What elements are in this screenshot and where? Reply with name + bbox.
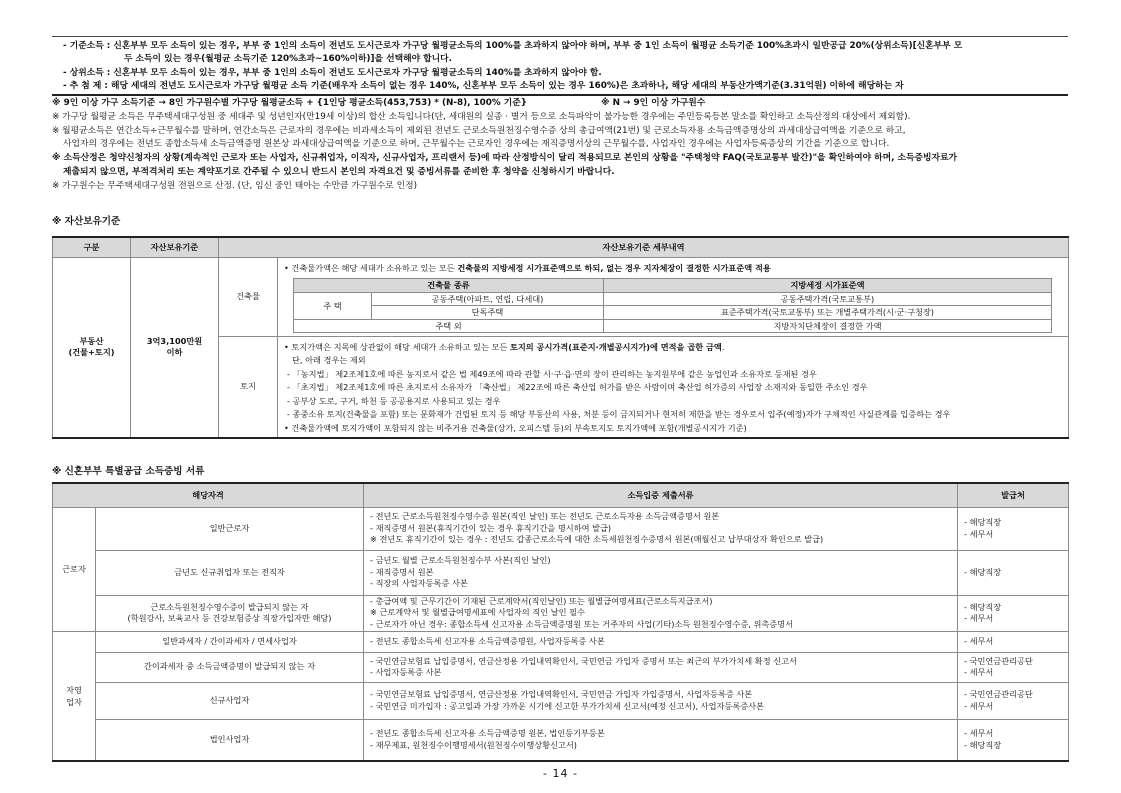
table-row bbox=[53, 719, 1069, 761]
house-value: 표준주택가격(국토교통부) 또는 개별주택가격(시·군·구청장) bbox=[604, 306, 1052, 320]
table-row bbox=[294, 292, 1052, 306]
document-item: - 금년도 월별 근로소득원천징수부 사본(직인 날인) bbox=[370, 555, 551, 566]
header-category: 구분 bbox=[53, 237, 131, 257]
standard-price-header: 지방세정 시가표준액 bbox=[604, 279, 1052, 293]
issuers bbox=[958, 682, 1069, 719]
issuer-item: - 세무서 bbox=[964, 613, 994, 623]
document-item: - 근로자가 아닌 경우: 종합소득세 신고자용 소득금액증명원 또는 거주자의 사업(기타)소득 원천징수영수증, 위촉증명서 bbox=[370, 618, 793, 629]
land-exception-item: - 공부상 도로, 구거, 하천 등 공공용지로 사용되고 있는 경우 bbox=[287, 395, 501, 406]
real-estate-label: 부동산 bbox=[79, 336, 104, 347]
issuers bbox=[958, 631, 1069, 652]
land-bullet-bold: 토지의 공시가격(표준지·개별공시지가)에 면적을 곱한 금액 bbox=[509, 341, 722, 352]
land-exception-intro: 단, 아래 경우는 제외 bbox=[292, 355, 366, 365]
table-row bbox=[294, 306, 1052, 320]
table-row bbox=[294, 319, 1052, 333]
qualification bbox=[96, 719, 364, 761]
documents bbox=[364, 652, 958, 682]
header-qualification: 해당자격 bbox=[53, 483, 364, 507]
document-item: - 국민연금보험료 납입증명서, 연금산정용 가입내역확인서, 국민연금 가입자 증명서 또는 최근의 부가가치세 확정 신고서 bbox=[370, 655, 797, 666]
standard-income-line-cont: 두 소득이 있는 경우(월평균 소득기준 120%초과~160%이하)]을 선택해야 합니다. bbox=[124, 54, 453, 65]
qualification bbox=[96, 631, 364, 652]
household-count-note: ※ 가구원수는 무주택세대구성원 전원으로 산정. (단, 임신 중인 태아는 수만큼 가구원수로 인정) bbox=[52, 180, 418, 191]
issuers bbox=[958, 652, 1069, 682]
asset-standard-heading: ※ 자산보유기준 bbox=[52, 216, 121, 227]
issuer-item: - 해당직장 bbox=[964, 739, 1002, 750]
house-value: 공동주택가격(국토교통부) bbox=[604, 292, 1052, 306]
table-row bbox=[53, 682, 1069, 719]
qualification-text: 법인사업자 bbox=[209, 734, 250, 745]
documents bbox=[364, 631, 958, 652]
table-row bbox=[53, 507, 1069, 550]
building-value-header bbox=[294, 279, 1052, 293]
non-house-label: 주택 외 bbox=[294, 319, 604, 333]
qualification-text: 일반근로자 bbox=[209, 522, 250, 533]
land-exception-item: - 종중소유 토지(건축물을 포함) 또는 문화재가 건립된 토지 등 해당 부동산의 사용, 처분 등이 금지되거나 현저히 제한을 받는 경우로서 입주(예정)자가 구체적인 사실관계를 입증하는 경우 bbox=[287, 409, 951, 419]
land-exception-item: - 「농지법」 제2조제1호에 따른 농지로서 같은 법 제49조에 따라 관할 시·구·읍·면의 장이 관리하는 농지원부에 같은 농업인과 소유자로 등재된 경우 bbox=[287, 368, 817, 379]
house-label: 주 택 bbox=[294, 292, 372, 319]
qualification-text: 일반과세자 / 간이과세자 / 면세사업자 bbox=[162, 635, 297, 646]
income-calc-note-cont: 제출되지 않으면, 부적격처리 또는 계약포기로 간주될 수 있으니 반드시 본인의 자격요건 및 증빙서류를 준비한 후 청약을 신청하시기 바랍니다. bbox=[63, 166, 615, 177]
issuer-item: - 국민연금관리공단 bbox=[964, 689, 1033, 700]
income-calc-note: ※ 소득산정은 청약신청자의 상황(계속적인 근로자 또는 사업자, 신규취업자, 이직자, 신규사업자, 프리랜서 등)에 따라 산정방식이 달리 적용되므로 본인의 상황을 "주택청약 FAQ(국토교통부 발간)"을 확인하여야 하며, 소득증빙자료가 bbox=[52, 153, 958, 164]
lottery-line: - 추 첨 제 : 해당 세대의 전년도 도시근로자 가구당 월평균 소득 기준(배우자 소득이 없는 경우 140%, 신혼부부 모두 소득이 있는 경우 160%)은 초과하나, 해당 세대의 부동산가액기준(3.31억원) 이하에 해당하는 자 bbox=[63, 81, 904, 92]
land-note: • 건축물가액에 토지가액이 포함되지 않는 비주거용 건축물(상가, 오피스텔 등)의 부속토지도 토지가액에 포함(개별공시지가 기준) bbox=[284, 422, 747, 433]
issuers bbox=[958, 719, 1069, 761]
header-asset-standard: 자산보유기준 bbox=[131, 237, 219, 257]
income-proof-header bbox=[53, 483, 1069, 507]
documents bbox=[364, 595, 958, 631]
large-household-note bbox=[52, 97, 1068, 111]
documents bbox=[364, 682, 958, 719]
income-criteria-box bbox=[52, 36, 1068, 96]
issuer-item: - 세무서 bbox=[964, 635, 994, 646]
upper-income-line: - 상위소득 : 신혼부부 모두 소득이 있는 경우, 부부 중 1인의 소득이 전년도 도시근로자 가구당 월평균소득의 140%를 초과하지 않아야 함. bbox=[63, 67, 602, 78]
large-household-formula: ※ 9인 이상 가구 소득기준 → 8인 가구원수별 가구당 월평균소득 + {1인당 평균소득(453,753) * (N-8), 100% 기준} bbox=[52, 98, 528, 108]
qualification-text: 간이과세자 중 소득금액증명이 발급되지 않는 자 bbox=[143, 661, 316, 672]
qualification bbox=[96, 550, 364, 595]
table-row bbox=[53, 631, 1069, 652]
document-item: - 전년도 종합소득세 신고자용 소득금액증명원, 사업자등록증 사본 bbox=[370, 635, 605, 646]
building-label: 건축물 bbox=[219, 257, 278, 336]
header-documents: 소득입증 제출서류 bbox=[364, 483, 958, 507]
qualification-text: 근로소득원천징수영수증이 발급되지 않는 자 bbox=[150, 601, 309, 612]
qualification-text: 금년도 신규취업자 또는 전직자 bbox=[174, 566, 285, 577]
issuer-item: - 해당직장 bbox=[964, 566, 1002, 577]
qualification bbox=[96, 507, 364, 550]
issuer-item: - 세무서 bbox=[964, 667, 994, 677]
document-item: - 재직증명서 원본(휴직기간이 있는 경우 휴직기간을 명시하여 발급) bbox=[370, 522, 612, 533]
document-item: - 국민연금 미가입자 : 공고일과 가장 가까운 시기에 신고한 부가가치세 신고서(예정 신고서), 사업자등록증사본 bbox=[370, 700, 764, 711]
qualification-text: 신규사업자 bbox=[209, 694, 250, 705]
self-employed-group-line: 자영 bbox=[66, 684, 82, 695]
qualification bbox=[96, 682, 364, 719]
documents bbox=[364, 550, 958, 595]
issuer-item: - 세무서 bbox=[964, 728, 994, 739]
asset-standard-table bbox=[52, 236, 1069, 439]
self-employed-group-line: 업자 bbox=[66, 696, 82, 707]
issuers bbox=[958, 507, 1069, 550]
document-item: - 재무제표, 원천징수이행명세서(원천징수이행상황신고서) bbox=[370, 739, 577, 750]
land-bullet-suffix: . bbox=[721, 341, 725, 352]
qualification bbox=[96, 652, 364, 682]
document-item: - 직장의 사업자등록증 사본 bbox=[370, 578, 468, 589]
issuer-item: - 해당직장 bbox=[964, 517, 1002, 528]
non-house-value: 지방자치단체장이 결정한 가액 bbox=[604, 319, 1052, 333]
land-bullet-text: • 토지가액은 지목에 상관없이 해당 세대가 소유하고 있는 모든 bbox=[284, 341, 510, 352]
qualification bbox=[96, 595, 364, 631]
self-employed-group-label bbox=[53, 631, 96, 761]
page-number: - 14 - bbox=[543, 767, 578, 780]
table-row bbox=[53, 652, 1069, 682]
income-proof-heading: ※ 신혼부부 특별공급 소득증빙 서류 bbox=[52, 466, 205, 477]
issuers bbox=[958, 595, 1069, 631]
building-bullet-text: • 건축물가액은 해당 세대가 소유하고 있는 모든 bbox=[284, 262, 458, 273]
house-type: 공동주택(아파트, 연립, 다세대) bbox=[372, 292, 604, 306]
monthly-income-note: ※ 월평균소득은 연간소득÷근무월수를 말하며, 연간소득은 근로자의 경우에는 비과세소득이 제외된 전년도 근로소득원천징수영수증 상의 총급여액(21번) 및 근로소득자용 소득금액증명상의 과세대상급여액을 기준으로 하고, bbox=[52, 125, 906, 136]
income-notes bbox=[52, 97, 1068, 194]
income-proof-table bbox=[52, 482, 1069, 762]
building-bullet-bold: 건축물의 지방세정 시가표준액으로 하되, 없는 경우 지자체장이 결정한 시가표준액 적용 bbox=[457, 262, 771, 273]
document-item: ※ 근로계약서 및 월별급여명세표에 사업자의 직인 날인 필수 bbox=[370, 607, 585, 618]
building-bullet bbox=[284, 262, 1062, 276]
house-type: 단독주택 bbox=[372, 306, 604, 320]
asset-limit-value: 3억3,100만원 bbox=[146, 336, 203, 347]
header-issuer: 발급처 bbox=[958, 483, 1069, 507]
land-exception-item: - 「초지법」 제2조제1호에 따른 초지로서 소유자가 「축산법」 제22조에 따른 축산업 허가를 받은 사람이며 축산업 허가증의 사업장 소재지와 동일한 주소인 경우 bbox=[287, 382, 868, 392]
issuers bbox=[958, 550, 1069, 595]
building-type-header: 건축물 종류 bbox=[294, 279, 604, 293]
building-detail bbox=[278, 257, 1069, 336]
building-value-table bbox=[293, 278, 1052, 333]
real-estate-sub-label: (건물+토지) bbox=[68, 347, 115, 358]
issuer-item: - 세무서 bbox=[964, 528, 994, 539]
documents bbox=[364, 719, 958, 761]
document-item: - 국민연금보험료 납입증명서, 연금산정용 가입내역확인서, 국민연금 가입자 가입증명서, 사업자등록증 사본 bbox=[370, 689, 753, 700]
land-label: 토지 bbox=[219, 336, 278, 438]
document-item: - 전년도 종합소득세 신고자용 소득금액증명 원본, 법인등기부등본 bbox=[370, 728, 605, 739]
land-bullet bbox=[284, 341, 1062, 355]
asset-limit bbox=[131, 257, 219, 438]
qualification-text: (학원강사, 보육교사 등 건강보험증상 직장가입자만 해당) bbox=[127, 613, 332, 623]
household-income-note: ※ 가구당 월평균 소득은 무주택세대구성원 중 세대주 및 성년인자(만19세 이상)의 합산 소득입니다(단, 세대원의 실종 · 별거 등으로 소득파악이 불가능한 경우에는 주민등록등본 말소를 확인하고 소득산정의 대상에서 제외함). bbox=[52, 111, 911, 122]
asset-table-header bbox=[53, 237, 1069, 257]
document-item: - 재직증명서 원본 bbox=[370, 566, 434, 577]
standard-income-line: - 기준소득 : 신혼부부 모두 소득이 있는 경우, 부부 중 1인의 소득이 전년도 도시근로자 가구당 월평균소득의 100%를 초과하지 않아야 하며, 부부 중 1인 소득이 월평균 소득기준 100%초과시 일반공급 20%(상위소득)[신혼부부 모 bbox=[63, 41, 963, 51]
large-household-n-note: ※ N → 9인 이상 가구원수 bbox=[601, 98, 706, 108]
issuer-item: - 세무서 bbox=[964, 700, 994, 711]
monthly-income-note-cont: 사업자의 경우에는 전년도 종합소득세 소득금액증명 원본상 과세대상급여액을 기준으로 하며, 근무월수는 근로자인 경우에는 재직증명서상의 근무월수를, 사업자인 경우에는 사업자등록증상의 기간을 기준으로 합니다. bbox=[63, 139, 890, 150]
document-item: - 총급여액 및 근무기간이 기재된 근로계약서(직인날인) 또는 월별급여명세표(근로소득지급조서) bbox=[370, 595, 713, 606]
issuer-item: - 국민연금관리공단 bbox=[964, 655, 1033, 666]
employee-group-label: 근로자 bbox=[53, 507, 96, 631]
header-asset-detail: 자산보유기준 세부내역 bbox=[219, 237, 1069, 257]
building-row bbox=[53, 257, 1069, 336]
document-item: - 사업자등록증 사본 bbox=[370, 667, 442, 677]
table-row bbox=[53, 595, 1069, 631]
asset-limit-sub: 이하 bbox=[166, 347, 183, 358]
issuer-item: - 해당직장 bbox=[964, 601, 1002, 612]
land-detail bbox=[278, 336, 1069, 438]
documents bbox=[364, 507, 958, 550]
real-estate-category bbox=[53, 257, 131, 438]
document-item: ※ 전년도 휴직기간이 있는 경우 : 전년도 갑종근로소득에 대한 소득세원천징수증명서 원본(매월신고 납부대상자 확인으로 발급) bbox=[370, 534, 824, 545]
table-row bbox=[53, 550, 1069, 595]
document-item: - 전년도 근로소득원천징수영수증 원본(직인 날인) 또는 전년도 근로소득자용 소득금액증명서 원본 bbox=[370, 511, 720, 522]
